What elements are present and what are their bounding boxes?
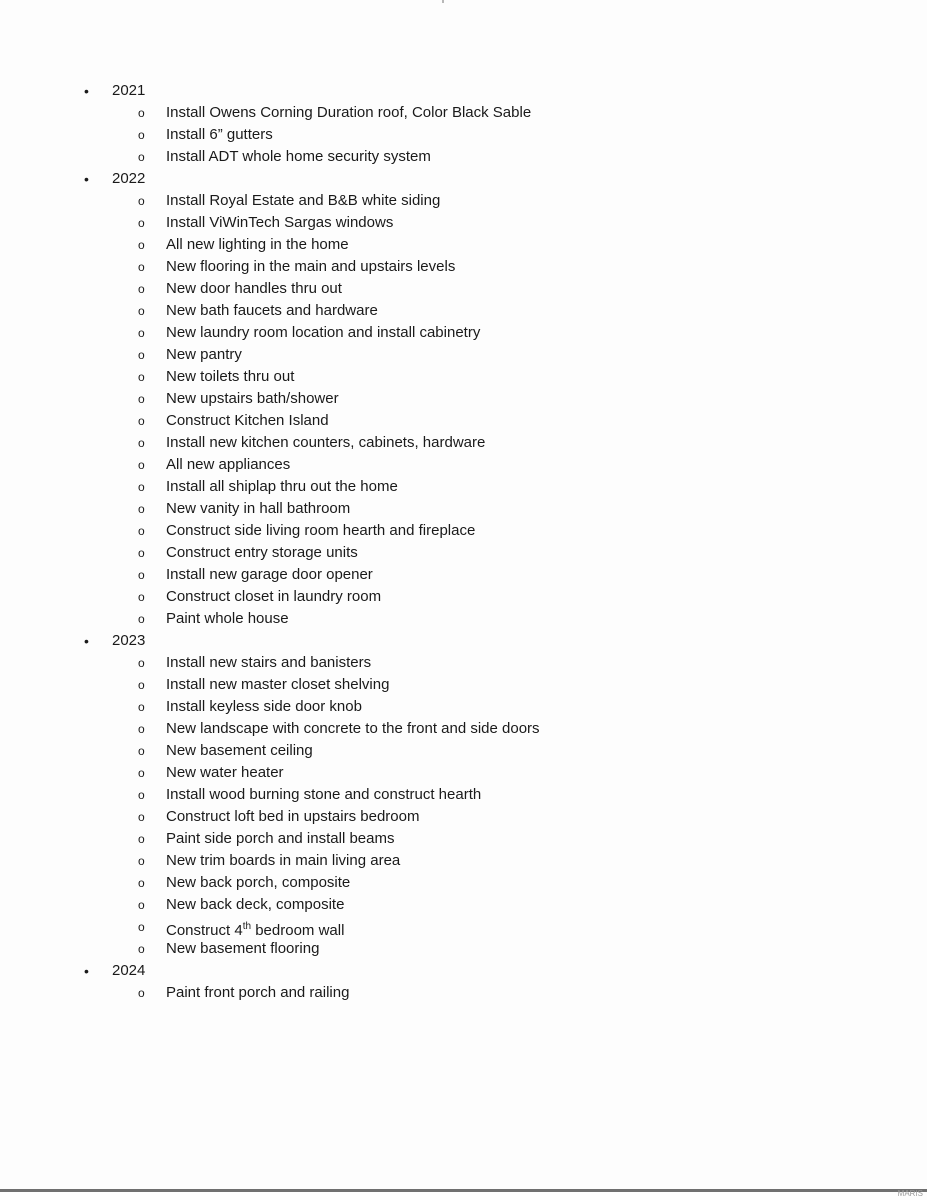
- list-item: [80, 520, 860, 542]
- list-item-label: Install ViWinTech Sargas windows: [166, 214, 394, 231]
- year-label: 2021: [112, 82, 146, 99]
- circle-bullet-icon: o: [138, 238, 145, 252]
- circle-bullet-icon: o: [138, 612, 145, 626]
- list-item-label: New flooring in the main and upstairs levels: [166, 258, 456, 275]
- circle-bullet-icon: o: [138, 744, 145, 758]
- circle-bullet-icon: o: [138, 414, 145, 428]
- bullet-icon: •: [84, 633, 89, 649]
- list-item: [80, 696, 860, 718]
- circle-bullet-icon: o: [138, 832, 145, 846]
- list-item-label: New back deck, composite: [166, 896, 345, 913]
- circle-bullet-icon: o: [138, 502, 145, 516]
- list-item-label: Construct 4th bedroom wall: [166, 921, 345, 939]
- list-item-label: New door handles thru out: [166, 280, 342, 297]
- list-item: [80, 476, 860, 498]
- list-item: [80, 366, 860, 388]
- circle-bullet-icon: o: [138, 656, 145, 670]
- circle-bullet-icon: o: [138, 150, 145, 164]
- year-heading-2023: [80, 630, 860, 652]
- list-item: [80, 234, 860, 256]
- watermark: MARIS: [897, 1189, 923, 1198]
- circle-bullet-icon: o: [138, 568, 145, 582]
- list-item: [80, 410, 860, 432]
- bullet-icon: •: [84, 83, 89, 99]
- circle-bullet-icon: o: [138, 392, 145, 406]
- circle-bullet-icon: o: [138, 304, 145, 318]
- list-item-label: New pantry: [166, 346, 242, 363]
- circle-bullet-icon: o: [138, 546, 145, 560]
- list-item: [80, 828, 860, 850]
- list-item-label: Paint whole house: [166, 610, 289, 627]
- list-item-label: Install wood burning stone and construct hearth: [166, 786, 482, 803]
- list-item: [80, 938, 860, 960]
- list-item: [80, 124, 860, 146]
- circle-bullet-icon: o: [138, 326, 145, 340]
- circle-bullet-icon: o: [138, 788, 145, 802]
- scan-edge-line: [0, 1189, 927, 1192]
- list-item-label: Construct Kitchen Island: [166, 412, 329, 429]
- list-item-label: New laundry room location and install cabinetry: [166, 324, 481, 341]
- list-item-label: Construct entry storage units: [166, 544, 358, 561]
- circle-bullet-icon: o: [138, 370, 145, 384]
- circle-bullet-icon: o: [138, 766, 145, 780]
- list-item: [80, 740, 860, 762]
- list-item: [80, 872, 860, 894]
- list-item: [80, 542, 860, 564]
- list-item: [80, 916, 860, 938]
- circle-bullet-icon: o: [138, 854, 145, 868]
- list-item: [80, 586, 860, 608]
- list-item-label: Construct loft bed in upstairs bedroom: [166, 808, 420, 825]
- list-item: [80, 432, 860, 454]
- list-item: [80, 190, 860, 212]
- list-item: [80, 300, 860, 322]
- list-item: [80, 894, 860, 916]
- list-item: [80, 564, 860, 586]
- list-item: [80, 388, 860, 410]
- list-item: [80, 762, 860, 784]
- circle-bullet-icon: o: [138, 986, 145, 1000]
- circle-bullet-icon: o: [138, 942, 145, 956]
- circle-bullet-icon: o: [138, 480, 145, 494]
- list-item-label: New bath faucets and hardware: [166, 302, 378, 319]
- list-item-label: New upstairs bath/shower: [166, 390, 339, 407]
- circle-bullet-icon: o: [138, 524, 145, 538]
- list-item-label: New back porch, composite: [166, 874, 351, 891]
- list-item: [80, 718, 860, 740]
- circle-bullet-icon: o: [138, 106, 145, 120]
- circle-bullet-icon: o: [138, 876, 145, 890]
- list-item-label: Install keyless side door knob: [166, 698, 362, 715]
- circle-bullet-icon: o: [138, 260, 145, 274]
- bullet-icon: •: [84, 963, 89, 979]
- circle-bullet-icon: o: [138, 348, 145, 362]
- circle-bullet-icon: o: [138, 436, 145, 450]
- circle-bullet-icon: o: [138, 458, 145, 472]
- list-item: [80, 850, 860, 872]
- list-item: [80, 674, 860, 696]
- circle-bullet-icon: o: [138, 216, 145, 230]
- list-item: [80, 102, 860, 124]
- list-item: [80, 608, 860, 630]
- renovation-list: [80, 80, 860, 1004]
- list-item: [80, 256, 860, 278]
- list-item-label: Paint front porch and railing: [166, 984, 350, 1001]
- list-item-label: Construct side living room hearth and fireplace: [166, 522, 476, 539]
- circle-bullet-icon: o: [138, 590, 145, 604]
- list-item: [80, 212, 860, 234]
- list-item-label: Paint side porch and install beams: [166, 830, 395, 847]
- list-item-label: Install new kitchen counters, cabinets, hardware: [166, 434, 486, 451]
- list-item-label: New water heater: [166, 764, 284, 781]
- circle-bullet-icon: o: [138, 282, 145, 296]
- circle-bullet-icon: o: [138, 810, 145, 824]
- list-item-label: Construct closet in laundry room: [166, 588, 382, 605]
- year-label: 2022: [112, 170, 146, 187]
- list-item-label: Install new master closet shelving: [166, 676, 390, 693]
- list-item-label: New toilets thru out: [166, 368, 295, 385]
- year-label: 2024: [112, 962, 146, 979]
- list-item: [80, 982, 860, 1004]
- circle-bullet-icon: o: [138, 898, 145, 912]
- year-heading-2024: [80, 960, 860, 982]
- list-item: [80, 454, 860, 476]
- year-label: 2023: [112, 632, 146, 649]
- list-item-label: All new lighting in the home: [166, 236, 349, 253]
- list-item-label: New basement ceiling: [166, 742, 313, 759]
- list-item-label: New landscape with concrete to the front and side doors: [166, 720, 540, 737]
- circle-bullet-icon: o: [138, 920, 145, 934]
- list-item: [80, 806, 860, 828]
- scan-speck: [442, 0, 444, 3]
- list-item: [80, 344, 860, 366]
- list-item: [80, 498, 860, 520]
- list-item-label: New trim boards in main living area: [166, 852, 401, 869]
- list-item-label: Install all shiplap thru out the home: [166, 478, 398, 495]
- year-heading-2022: [80, 168, 860, 190]
- year-heading-2021: [80, 80, 860, 102]
- bullet-icon: •: [84, 171, 89, 187]
- circle-bullet-icon: o: [138, 194, 145, 208]
- list-item-label: New basement flooring: [166, 940, 320, 957]
- circle-bullet-icon: o: [138, 678, 145, 692]
- list-item-label: Install Owens Corning Duration roof, Color Black Sable: [166, 104, 532, 121]
- list-item-label: Install ADT whole home security system: [166, 148, 431, 165]
- list-item: [80, 652, 860, 674]
- list-item-label: Install new garage door opener: [166, 566, 373, 583]
- list-item: [80, 278, 860, 300]
- circle-bullet-icon: o: [138, 700, 145, 714]
- list-item: [80, 146, 860, 168]
- list-item-label: Install new stairs and banisters: [166, 654, 372, 671]
- list-item-label: Install Royal Estate and B&B white siding: [166, 192, 441, 209]
- list-item: [80, 322, 860, 344]
- list-item-label: New vanity in hall bathroom: [166, 500, 351, 517]
- circle-bullet-icon: o: [138, 128, 145, 142]
- circle-bullet-icon: o: [138, 722, 145, 736]
- list-item-label: All new appliances: [166, 456, 291, 473]
- list-item: [80, 784, 860, 806]
- list-item-label: Install 6” gutters: [166, 126, 273, 143]
